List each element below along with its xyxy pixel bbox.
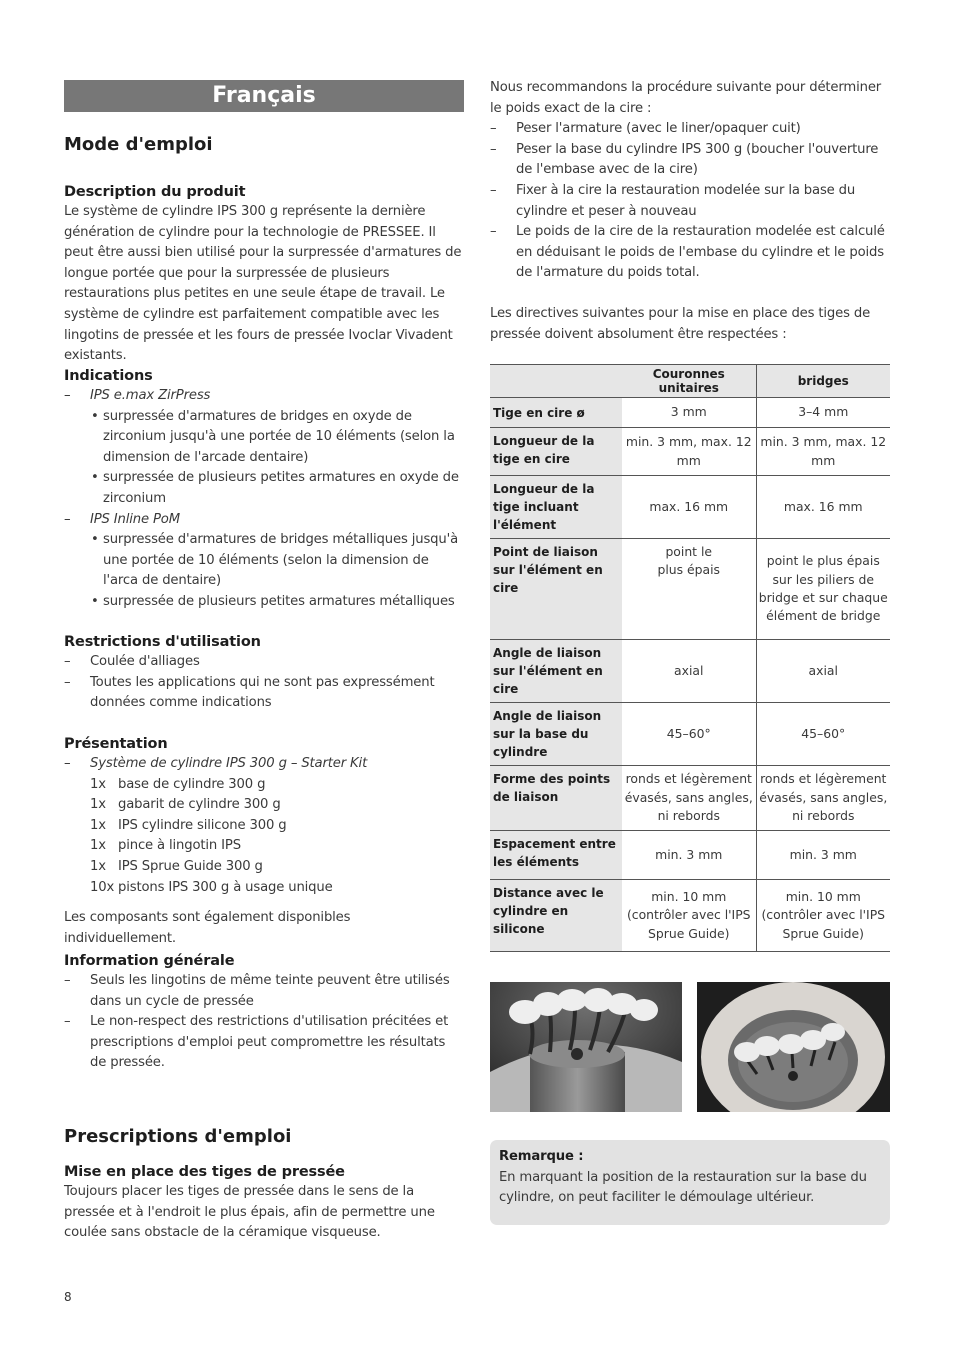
indication-product-2: – IPS Inline PoM — [64, 510, 464, 531]
procedure-step: – Fixer à la cire la restauration modelée sur la base du cylindre et peser à nouveau — [490, 181, 890, 222]
remark-box — [490, 1140, 890, 1225]
language-banner: Français — [64, 80, 464, 112]
table-row: Forme des points de liaison ronds et légèrement évasés, sans angles, ni rebords ronds et légèrement évasés, sans angles, ni rebords — [490, 766, 890, 831]
table-row: Distance avec le cylindre en silicone min. 10 mm (contrôler avec l'IPS Sprue Guide) min. 10 mm (contrôler avec l'IPS Sprue Guide) — [490, 880, 890, 952]
sprue-guidelines-table — [490, 364, 890, 952]
sprue-text: Toujours placer les tiges de pressée dans le sens de la pressée et à l'endroit le plus épais, afin de permettre une coulée sans obstacle de la céramique visqueuse. — [64, 1184, 435, 1241]
kit-item: 10x pistons IPS 300 g à usage unique — [90, 879, 333, 895]
restrictions-heading: Restrictions d'utilisation — [64, 634, 261, 650]
procedure-intro: Nous recommandons la procédure suivante pour déterminer le poids exact de la cire : — [490, 80, 882, 116]
restriction-item: – Toutes les applications qui ne sont pas expressément données comme indications — [64, 673, 464, 714]
table-row: Longueur de la tige incluant l'élément max. 16 mm max. 16 mm — [490, 476, 890, 539]
section-title-prescriptions: Prescriptions d'emploi — [64, 1126, 292, 1147]
description-heading: Description du produit — [64, 184, 246, 200]
remark-text: En marquant la position de la restauration sur la base du cylindre, on peut faciliter le démoulage ultérieur. — [499, 1169, 867, 1206]
table-row: Angle de liaison sur la base du cylindre 45–60° 45–60° — [490, 703, 890, 766]
photo-cylinder-top-view — [697, 982, 890, 1112]
indications-section — [64, 366, 464, 613]
components-note: Les composants sont également disponibles individuellement. — [64, 910, 351, 946]
procedure-step: – Peser l'armature (avec le liner/opaquer cuit) — [490, 119, 890, 140]
restrictions-section — [64, 632, 464, 714]
table-row: Point de liaison sur l'élément en cire point le plus épais point le plus épais sur les piliers de bridge et sur chaque élément de bridge — [490, 539, 890, 640]
starter-kit-title: – Système de cylindre IPS 300 g – Starter Kit — [64, 754, 464, 775]
table-row: Tige en cire ø 3 mm 3–4 mm — [490, 398, 890, 428]
general-item: – Le non-respect des restrictions d'utilisation précitées et prescriptions d'emploi peut compromettre les résultats de pressée. — [64, 1012, 464, 1074]
sprue-heading: Mise en place des tiges de pressée — [64, 1164, 345, 1180]
sprue-placement-section — [64, 1162, 464, 1244]
indication-bullet: • surpressée de plusieurs petites armatures métalliques — [64, 592, 464, 613]
procedure-step: – Peser la base du cylindre IPS 300 g (boucher l'ouverture de l'embase avec de la cire) — [490, 140, 890, 181]
description-text: Le système de cylindre IPS 300 g représente la dernière génération de cylindre pour la technologie de PRESSEE. Il peut être aussi bien utilisé pour la surpressée d'armatures de longue portée que pour la surpressée de plusieurs restaurations plus petites en une seule étape de travail. Le système de cylindre est parfaitement compatible avec les lingotins de pressée et les fours de pressée Ivoclar Vivadent existants. — [64, 204, 462, 364]
remark-title: Remarque : — [499, 1149, 584, 1164]
page-number: 8 — [64, 1290, 72, 1304]
indications-heading: Indications — [64, 368, 153, 384]
indication-product-1: – IPS e.max ZirPress — [64, 386, 464, 407]
table-row: Espacement entre les éléments min. 3 mm min. 3 mm — [490, 831, 890, 880]
wax-weight-procedure — [490, 78, 890, 345]
table-row: Angle de liaison sur l'élément en cire axial axial — [490, 640, 890, 703]
kit-item: 1x pince à lingotin IPS — [90, 838, 241, 854]
restriction-item: – Coulée d'alliages — [64, 652, 464, 673]
col-header-bridges: bridges — [756, 365, 890, 398]
table-row: Longueur de la tige en cire min. 3 mm, max. 12 mm min. 3 mm, max. 12 mm — [490, 428, 890, 476]
presentation-heading: Présentation — [64, 736, 168, 752]
section-title-mode-emploi: Mode d'emploi — [64, 134, 213, 155]
general-info-section — [64, 951, 464, 1074]
col-header-single-crowns: Couronnes unitaires — [622, 365, 756, 398]
indication-bullet: • surpressée d'armatures de bridges métalliques jusqu'à une portée de 10 éléments (selon la dimension de l'arca de dentaire) — [64, 530, 464, 592]
indication-bullet: • surpressée de plusieurs petites armatures en oxyde de zirconium — [64, 468, 464, 509]
kit-item: 1x base de cylindre 300 g — [90, 776, 266, 792]
general-item: – Seuls les lingotins de même teinte peuvent être utilisés dans un cycle de pressée — [64, 971, 464, 1012]
directives-text: Les directives suivantes pour la mise en place des tiges de pressée doivent absolument être respectées : — [490, 305, 871, 342]
photo-sprued-bridge-on-base — [490, 982, 682, 1112]
procedure-step: – Le poids de la cire de la restauration modelée est calculé en déduisant le poids de l'embase du cylindre et le poids de l'armature du poids total. — [490, 222, 890, 284]
kit-item: 1x IPS Sprue Guide 300 g — [90, 858, 263, 874]
product-description — [64, 182, 464, 367]
general-heading: Information générale — [64, 953, 235, 969]
presentation-section — [64, 734, 464, 949]
indication-bullet: • surpressée d'armatures de bridges en oxyde de zirconium jusqu'à une portée de 10 éléments (selon la dimension de l'arcade dentaire) — [64, 407, 464, 469]
kit-item: 1x gabarit de cylindre 300 g — [90, 797, 281, 813]
kit-item: 1x IPS cylindre silicone 300 g — [90, 817, 287, 833]
